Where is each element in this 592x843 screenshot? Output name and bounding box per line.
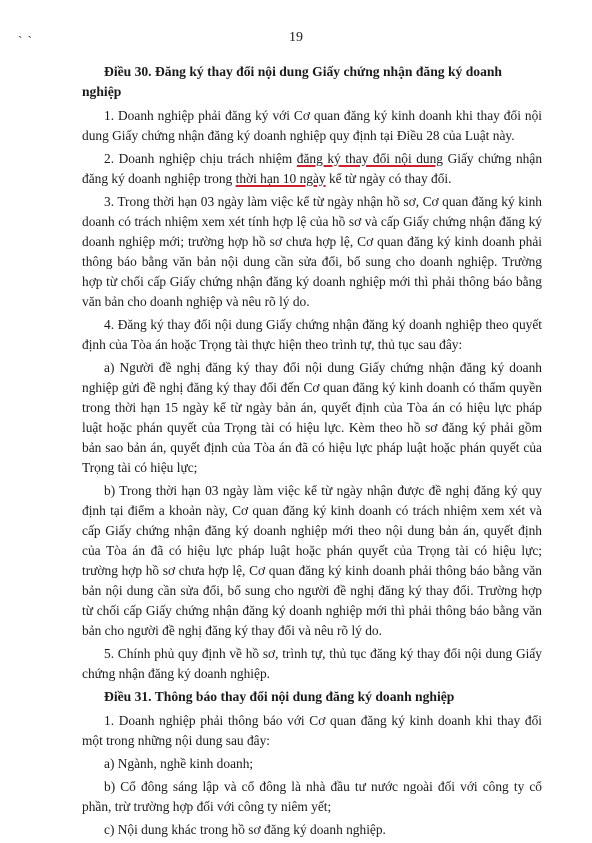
article-30-clause-4b: b) Trong thời hạn 03 ngày làm việc kể từ ngày nhận được đề nghị đăng ký quy định tại điểm a khoản này, Cơ quan đăng ký kinh doanh có trách nhiệm xem xét và cấp Giấy chứng nhận đăng ký doanh nghiệp mới theo nội dung bản án, quyết định của Tòa án đã có hiệu lực pháp luật hoặc phán quyết của Trọng tài có hiệu lực; trường hợp hồ sơ chưa hợp lệ, Cơ quan đăng ký kinh doanh phải thông báo bằng văn bản nội dung cần sửa đổi, bổ sung cho người đề nghị đăng ký thay đổi. Trường hợp từ chối cấp Giấy chứng nhận đăng ký doanh nghiệp mới thì phải thông báo bằng văn bản cho người đề nghị đăng ký thay đổi và nêu rõ lý do. xyxy=(82,483,542,638)
article-30-clause-3: 3. Trong thời hạn 03 ngày làm việc kể từ ngày nhận hồ sơ, Cơ quan đăng ký kinh doanh có trách nhiệm xem xét tính hợp lệ của hồ sơ và cấp Giấy chứng nhận đăng ký doanh nghiệp mới; trường hợp hồ sơ chưa hợp lệ, Cơ quan đăng ký kinh doanh phải thông báo bằng văn bản nội dung cần sửa đổi, bổ sung cho doanh nghiệp. Trường hợp từ chối cấp Giấy chứng nhận đăng ký doanh nghiệp mới thì phải thông báo bằng văn bản cho doanh nghiệp và nêu rõ lý do. xyxy=(82,194,542,309)
article-30-clause-4a: a) Người đề nghị đăng ký thay đổi nội dung Giấy chứng nhận đăng ký doanh nghiệp gửi đề nghị đăng ký thay đổi đến Cơ quan đăng ký kinh doanh có thẩm quyền trong thời hạn 15 ngày kể từ ngày bản án, quyết định của Tòa án có hiệu lực pháp luật hoặc phán quyết của Trọng tài có hiệu lực. Kèm theo hồ sơ đăng ký phải gồm bản sao bản án, quyết định của Tòa án đã có hiệu lực pháp luật hoặc phán quyết của Trọng tài có hiệu lực; xyxy=(82,360,542,475)
underlined-phrase-deadline: thời hạn 10 ngày xyxy=(235,171,326,186)
clause-2-text-e: kể từ ngày có thay đổi. xyxy=(325,171,452,186)
article-30-clause-4: 4. Đăng ký thay đổi nội dung Giấy chứng nhận đăng ký doanh nghiệp theo quyết định của Tòa án hoặc Trọng tài thực hiện theo trình tự, thủ tục sau đây: xyxy=(82,317,542,352)
page-number: 19 xyxy=(289,30,303,45)
document-body xyxy=(82,62,542,843)
article-31-point-b: b) Cổ đông sáng lập và cổ đông là nhà đầu tư nước ngoài đối với công ty cổ phần, trừ trường hợp đối với công ty niêm yết; xyxy=(82,779,542,814)
article-31-point-a: a) Ngành, nghề kinh doanh; xyxy=(104,756,254,771)
clause-2-text-c: Giấy chứng nhận đăng ký doanh nghiệp trong xyxy=(82,151,543,186)
article-31-title: Điều 31. Thông báo thay đổi nội dung đăng ký doanh nghiệp xyxy=(104,689,455,704)
article-31-point-c: c) Nội dung khác trong hồ sơ đăng ký doanh nghiệp. xyxy=(104,822,386,837)
article-30-clause-5: 5. Chính phủ quy định về hồ sơ, trình tự, thủ tục đăng ký thay đổi nội dung Giấy chứng nhận đăng ký doanh nghiệp. xyxy=(82,646,542,681)
article-30-clause-2 xyxy=(82,149,542,189)
corner-mark: ` ` xyxy=(18,33,33,48)
article-31-clause-1: 1. Doanh nghiệp phải thông báo với Cơ quan đăng ký kinh doanh khi thay đổi một trong những nội dung sau đây: xyxy=(82,713,542,748)
clause-2-text-a: 2. Doanh nghiệp chịu trách nhiệm xyxy=(104,151,297,166)
article-30-title: Điều 30. Đăng ký thay đổi nội dung Giấy chứng nhận đăng ký doanh nghiệp xyxy=(82,64,502,99)
underlined-phrase-registration: đăng ký thay đổi nội dung xyxy=(296,151,444,166)
article-30-clause-1: 1. Doanh nghiệp phải đăng ký với Cơ quan đăng ký kinh doanh khi thay đổi nội dung Giấy chứng nhận đăng ký doanh nghiệp quy định tại Điều 28 của Luật này. xyxy=(82,108,542,143)
